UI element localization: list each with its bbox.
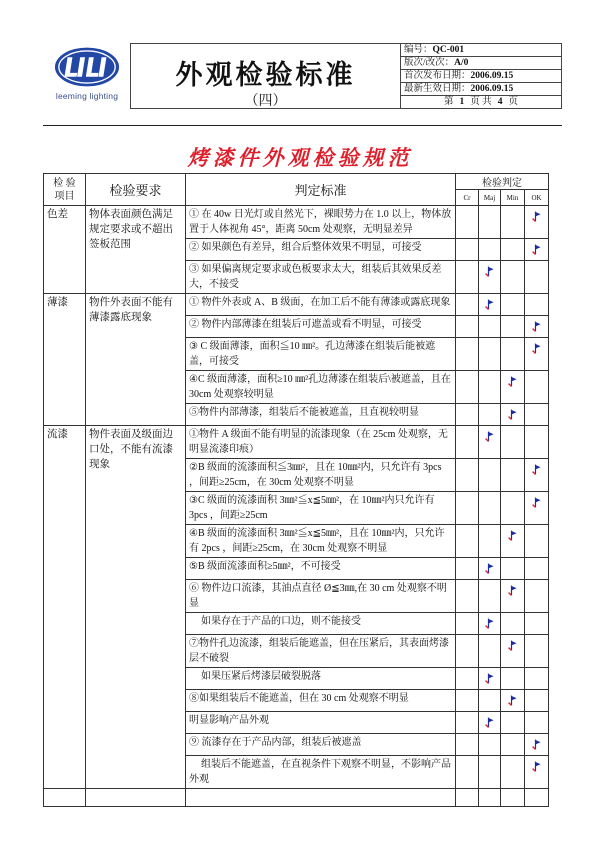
verdict-cell-min [501, 712, 525, 734]
title-cell [130, 43, 400, 109]
inspection-item: 色差 [44, 206, 86, 294]
verdict-cell-ok [525, 338, 549, 371]
table-header-row [44, 174, 549, 190]
verdict-mark-icon [508, 585, 517, 596]
verdict-cell-maj [479, 635, 501, 668]
verdict-cell-cr [456, 712, 479, 734]
empty-cell [44, 789, 86, 807]
verdict-cell-maj [479, 294, 501, 316]
verdict-cell-min [501, 404, 525, 426]
criterion-text: ③ C 级面薄漆，面积≦10 ㎜²。孔边薄漆在组装后能被遮盖，可接受 [186, 338, 456, 371]
inspection-requirement: 物件表面及级面边口处，不能有流漆现象 [86, 426, 186, 789]
verdict-cell-cr [456, 338, 479, 371]
verdict-mark-icon [508, 530, 517, 541]
verdict-cell-ok [525, 459, 549, 492]
criterion-text: ④B 级面的流漆面积 3㎜²≦x≦5㎜²，且在 10㎜²内，只允许有 2pcs ，间距≥25cm，在 30cm 处观察不明显 [186, 525, 456, 558]
verdict-cell-cr [456, 635, 479, 668]
verdict-cell-min [501, 690, 525, 712]
verdict-cell-min [501, 492, 525, 525]
criterion-text: ③C 级面的流漆面积 3㎜²≦x≦5㎜²，在 10㎜²内只允许有 3pcs ，间距≥25cm [186, 492, 456, 525]
verdict-cell-ok [525, 492, 549, 525]
verdict-cell-min [501, 261, 525, 294]
empty-row [44, 789, 549, 807]
verdict-cell-min [501, 734, 525, 756]
header-criteria: 判定标准 [186, 174, 456, 206]
first-issue-label: 首次发布日期： [404, 71, 471, 81]
verdict-mark-icon [485, 431, 494, 442]
verdict-cell-min [501, 558, 525, 580]
criterion-text: ②B 级面的流漆面积≦3㎜²，且在 10㎜²内，只允许有 3pcs ，间距≥25cm，在 30cm 处观察不明显 [186, 459, 456, 492]
header-item-line2: 项目 [54, 190, 75, 202]
info-row-revision [401, 57, 562, 70]
header-verdict: 检验判定 [456, 174, 549, 190]
verdict-cell-maj [479, 525, 501, 558]
verdict-cell-maj [479, 239, 501, 261]
verdict-mark-icon [532, 497, 541, 508]
info-row-page [401, 96, 562, 109]
criterion-text: ⑧如果组装后不能遮盖，但在 30 cm 处观察不明显 [186, 690, 456, 712]
verdict-mark-icon [485, 563, 494, 574]
verdict-cell-maj [479, 459, 501, 492]
verdict-cell-min [501, 426, 525, 459]
verdict-cell-ok [525, 558, 549, 580]
table-row [44, 206, 549, 239]
verdict-mark-icon [532, 739, 541, 750]
table-row [44, 294, 549, 316]
inspection-table [43, 173, 549, 807]
verdict-cell-ok [525, 525, 549, 558]
verdict-cell-maj [479, 316, 501, 338]
verdict-cell-min [501, 635, 525, 668]
verdict-mark-icon [532, 211, 541, 222]
empty-cell [86, 789, 186, 807]
info-row-first-issue [401, 70, 562, 83]
company-logo [47, 45, 127, 107]
document-info [400, 43, 562, 109]
page-number-cell [401, 96, 562, 109]
verdict-cell-maj [479, 404, 501, 426]
verdict-cell-cr [456, 459, 479, 492]
verdict-cell-ok [525, 613, 549, 635]
header-inspection-item [44, 174, 86, 206]
criterion-text: 组装后不能遮盖，在直视条件下观察不明显，不影响产品外观 [186, 756, 456, 789]
verdict-cell-min [501, 338, 525, 371]
verdict-cell-maj [479, 690, 501, 712]
verdict-cell-min [501, 206, 525, 239]
verdict-cell-ok [525, 734, 549, 756]
criterion-text: 如果压紧后烤漆层破裂脱落 [186, 668, 456, 690]
verdict-mark-icon [532, 343, 541, 354]
effective-label: 最新生效日期： [404, 84, 471, 94]
verdict-cell-cr [456, 756, 479, 789]
logo-caption: leeming lighting [55, 91, 119, 101]
verdict-cell-ok [525, 206, 549, 239]
verdict-cell-min [501, 294, 525, 316]
verdict-cell-min [501, 613, 525, 635]
verdict-cell-maj [479, 338, 501, 371]
verdict-cell-maj [479, 371, 501, 404]
criterion-text: ② 物件内部薄漆在组装后可遮盖或看不明显，可接受 [186, 316, 456, 338]
verdict-mark-icon [485, 299, 494, 310]
page-mid: 页 共 [470, 97, 492, 107]
verdict-cell-cr [456, 525, 479, 558]
page-current: 1 [459, 97, 465, 107]
effective-value: 2006.09.15 [470, 84, 514, 94]
verdict-mark-icon [508, 695, 517, 706]
verdict-mark-icon [508, 409, 517, 420]
verdict-cell-maj [479, 668, 501, 690]
verdict-mark-icon [508, 640, 517, 651]
verdict-cell-ok [525, 712, 549, 734]
verdict-cell-cr [456, 426, 479, 459]
verdict-mark-icon [532, 321, 541, 332]
inspection-item: 薄漆 [44, 294, 86, 426]
doc-no-label: 编号： [404, 45, 433, 55]
criterion-text: ③ 如果偏离规定要求或色板要求太大，组装后其效果反差大，不接受 [186, 261, 456, 294]
verdict-cell-maj [479, 206, 501, 239]
header-requirement: 检验要求 [86, 174, 186, 206]
verdict-cell-ok [525, 756, 549, 789]
verdict-cell-ok [525, 668, 549, 690]
verdict-cell-min [501, 316, 525, 338]
verdict-cell-maj [479, 756, 501, 789]
verdict-cell-min [501, 756, 525, 789]
verdict-cell-maj [479, 558, 501, 580]
verdict-cell-ok [525, 635, 549, 668]
criterion-text: 明显影响产品外观 [186, 712, 456, 734]
verdict-cell-min [501, 239, 525, 261]
first-issue-cell [401, 70, 562, 83]
header-col-maj: Maj [479, 190, 501, 206]
verdict-cell-maj [479, 426, 501, 459]
criterion-text: ⑤物件内部薄漆，组装后不能被遮盖，且直视较明显 [186, 404, 456, 426]
verdict-cell-maj [479, 492, 501, 525]
page-suffix: 页 [508, 97, 518, 107]
page-total: 4 [497, 97, 503, 107]
header-col-cr: Cr [456, 190, 479, 206]
verdict-cell-cr [456, 316, 479, 338]
empty-cell [456, 789, 479, 807]
document-subtitle: （四） [244, 94, 287, 109]
section-heading: 烤漆件外观检验规范 [187, 146, 413, 170]
criterion-text: ⑥ 物件边口流漆，其油点直径 Ø≦3㎜,在 30 cm 处观察不明显 [186, 580, 456, 613]
verdict-cell-cr [456, 668, 479, 690]
verdict-cell-cr [456, 206, 479, 239]
inspection-requirement: 物件外表面不能有薄漆露底现象 [86, 294, 186, 426]
verdict-mark-icon [532, 464, 541, 475]
verdict-cell-min [501, 459, 525, 492]
verdict-mark-icon [508, 376, 517, 387]
first-issue-value: 2006.09.15 [470, 71, 514, 81]
verdict-mark-icon [485, 618, 494, 629]
verdict-mark-icon [485, 673, 494, 684]
verdict-cell-cr [456, 558, 479, 580]
company-logo-mark [53, 45, 121, 89]
info-row-doc-no [401, 44, 562, 57]
header-divider [43, 125, 562, 126]
header-col-ok: OK [525, 190, 549, 206]
verdict-cell-maj [479, 613, 501, 635]
doc-no-value: QC-001 [432, 45, 465, 55]
verdict-cell-min [501, 580, 525, 613]
verdict-cell-min [501, 668, 525, 690]
verdict-cell-min [501, 371, 525, 404]
doc-no-cell [401, 44, 562, 57]
verdict-cell-cr [456, 690, 479, 712]
revision-label: 版次/改次： [404, 58, 455, 68]
verdict-cell-maj [479, 712, 501, 734]
inspection-requirement: 物体表面颜色满足规定要求或不超出签板范围 [86, 206, 186, 294]
criterion-text: ⑨ 流漆存在于产品内部，组装后被遮盖 [186, 734, 456, 756]
page-prefix: 第 [444, 97, 454, 107]
criterion-text: ⑦物件孔边流漆，组装后能遮盖，但在压紧后，其表面烤漆层不破裂 [186, 635, 456, 668]
verdict-cell-ok [525, 580, 549, 613]
empty-cell [186, 789, 456, 807]
verdict-cell-ok [525, 239, 549, 261]
criterion-text: ① 物件外表或 A、B 级面，在加工后不能有薄漆或露底现象 [186, 294, 456, 316]
verdict-cell-ok [525, 371, 549, 404]
criterion-text: ① 在 40w 日光灯或自然光下，裸眼势力在 1.0 以上，物体放置于人体视角 45°，距离 50cm 处观察，无明显差异 [186, 206, 456, 239]
verdict-cell-cr [456, 294, 479, 316]
criterion-text: ①物件 A 级面不能有明显的流漆现象（在 25cm 处观察，无明显流漆印痕） [186, 426, 456, 459]
verdict-cell-cr [456, 613, 479, 635]
verdict-cell-cr [456, 580, 479, 613]
criterion-text: ② 如果颜色有差异，组合后整体效果不明显，可接受 [186, 239, 456, 261]
verdict-cell-maj [479, 580, 501, 613]
criterion-text: ④C 级面薄漆，面积≥10 ㎜²孔边薄漆在组装后\被遮盖，且在 30cm 处观察较明显 [186, 371, 456, 404]
verdict-mark-icon [485, 266, 494, 277]
verdict-mark-icon [532, 244, 541, 255]
header-col-min: Min [501, 190, 525, 206]
criterion-text: ⑤B 级面流漆面积≥5㎜²，不可接受 [186, 558, 456, 580]
criterion-text: 如果存在于产品的口边，则不能接受 [186, 613, 456, 635]
info-row-effective [401, 83, 562, 96]
verdict-mark-icon [485, 717, 494, 728]
revision-value: A/0 [454, 58, 469, 68]
verdict-cell-cr [456, 492, 479, 525]
empty-cell [479, 789, 501, 807]
empty-cell [501, 789, 525, 807]
verdict-cell-ok [525, 261, 549, 294]
verdict-cell-cr [456, 239, 479, 261]
revision-cell [401, 57, 562, 70]
header-item-line1: 检 验 [53, 177, 76, 189]
inspection-item: 流漆 [44, 426, 86, 789]
verdict-cell-cr [456, 371, 479, 404]
verdict-cell-cr [456, 734, 479, 756]
empty-cell [525, 789, 549, 807]
verdict-cell-maj [479, 734, 501, 756]
verdict-mark-icon [532, 761, 541, 772]
verdict-cell-cr [456, 404, 479, 426]
verdict-cell-ok [525, 404, 549, 426]
table-row [44, 426, 549, 459]
effective-cell [401, 83, 562, 96]
verdict-cell-ok [525, 316, 549, 338]
verdict-cell-min [501, 525, 525, 558]
verdict-cell-ok [525, 426, 549, 459]
verdict-cell-maj [479, 261, 501, 294]
inspection-table-body [44, 206, 549, 807]
verdict-cell-cr [456, 261, 479, 294]
verdict-cell-ok [525, 294, 549, 316]
document-title: 外观检验标准 [175, 60, 356, 90]
verdict-cell-ok [525, 690, 549, 712]
